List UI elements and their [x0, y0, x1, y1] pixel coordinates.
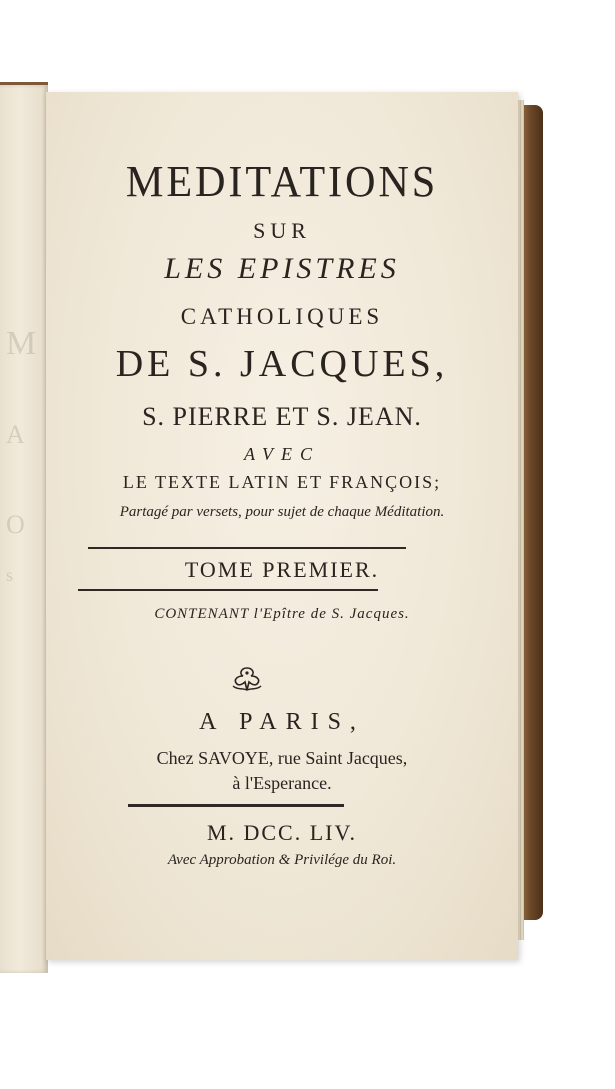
title-avec: AVEC — [243, 444, 321, 464]
volume-label: TOME PREMIER. — [184, 557, 380, 582]
show-through-mark: M — [6, 325, 37, 362]
printer-ornament-icon — [227, 664, 267, 694]
title-page — [46, 92, 518, 960]
title-de-jacques: DE S. JACQUES, — [115, 343, 449, 385]
imprint-sign: à l'Esperance. — [232, 773, 332, 793]
show-through-mark: s — [6, 565, 14, 585]
contents-note: CONTENANT l'Epître de S. Jacques. — [154, 606, 410, 622]
imprint-place: A PARIS, — [199, 709, 365, 735]
imprint-publisher: Chez SAVOYE, rue Saint Jacques, — [156, 748, 408, 768]
show-through-mark: O — [6, 510, 25, 539]
title-texte: LE TEXTE LATIN ET FRANÇOIS; — [122, 472, 442, 492]
title-epistres: LES EPISTRES — [164, 252, 400, 285]
title-partage: Partagé par versets, pour sujet de chaque Méditation. — [119, 504, 445, 520]
imprint-year: M. DCC. LIV. — [206, 820, 358, 845]
title-sur: SUR — [253, 218, 311, 243]
title-pierre-jean: S. PIERRE ET S. JEAN. — [142, 402, 422, 431]
title-catholiques: CATHOLIQUES — [180, 304, 384, 329]
divider-rule — [88, 547, 406, 549]
main-title: MEDITATIONS — [125, 157, 439, 206]
divider-rule — [78, 589, 378, 591]
approbation-note: Avec Approbation & Privilége du Roi. — [167, 852, 397, 868]
show-through-mark: A — [6, 420, 25, 449]
left-facing-leaf — [0, 82, 48, 973]
divider-rule — [128, 804, 344, 807]
